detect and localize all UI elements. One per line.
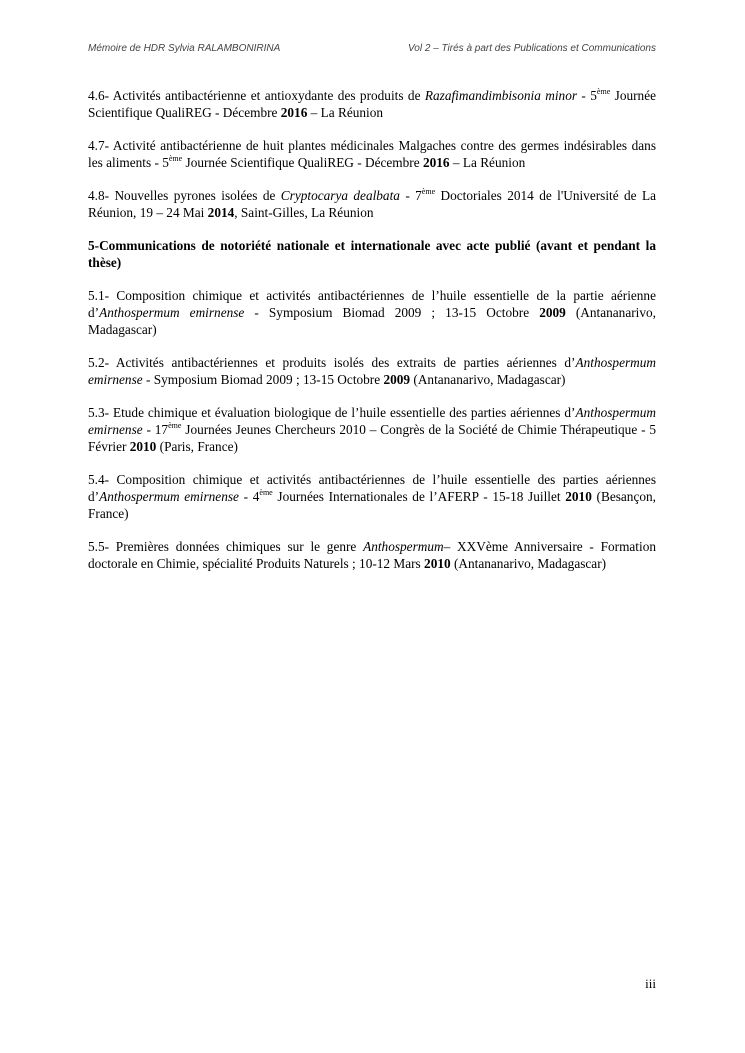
year: 2010: [424, 556, 451, 571]
entry-text: - Symposium Biomad 2009 ; 13-15 Octobre: [244, 305, 540, 320]
entry-text: 5.1- Composition chimique et activités antibactériennes de l’huile essentielle de la partie aérienne d’: [88, 288, 656, 320]
year: 2010: [565, 489, 592, 504]
species-name: Anthospermum emirnense: [88, 355, 656, 387]
year: 2016: [422, 155, 450, 170]
entry-text: (Besançon, France): [88, 489, 656, 521]
year: 2016: [280, 105, 308, 120]
entry-text: (Antananarivo, Madagascar): [410, 372, 566, 387]
entry-text: 4.7- Activité antibactérienne de huit plantes médicinales Malgaches contre des germes indésirables dans les aliments - 5: [88, 138, 656, 170]
entry-text: 4.6- Activités antibactérienne et antioxydante des produits de: [88, 88, 425, 103]
entry-text: Journées Internationales de l’AFERP - 15-18 Juillet: [272, 489, 566, 504]
entry-text: (Antananarivo, Madagascar): [88, 305, 656, 337]
entry-text: , Saint-Gilles, La Réunion: [234, 205, 374, 220]
ordinal-suffix: ème: [259, 488, 273, 497]
section-heading: [88, 237, 656, 271]
species-name: Anthospermum: [363, 539, 444, 554]
entry-text: (Paris, France): [156, 439, 238, 454]
ordinal-suffix: ème: [596, 87, 611, 96]
species-name: Anthospermum emirnense: [88, 405, 656, 437]
entry-text: - 4: [238, 489, 260, 504]
entry-text: Journées Jeunes Chercheurs 2010 – Congrès de la Société de Chimie Thérapeutique - 5 Février: [88, 422, 656, 454]
header-author: Mémoire de HDR Sylvia RALAMBONIRINA: [88, 43, 281, 54]
species-name: Anthospermum emirnense: [99, 489, 239, 504]
entry-text: 5.4- Composition chimique et activités antibactériennes de l’huile essentielle des parties aériennes d’: [88, 472, 656, 504]
year: 2009: [539, 305, 566, 320]
entry-text: Journée Scientifique QualiREG - Décembre: [88, 88, 657, 120]
communication-entry: [88, 187, 656, 221]
page-number: iii: [645, 976, 656, 991]
entry-text: 5-Communications de notoriété nationale et internationale avec acte publié (avant et pendant la thèse): [88, 238, 656, 270]
communication-entry: [88, 538, 656, 572]
entry-text: - 17: [142, 422, 169, 437]
communication-entry: [88, 137, 656, 171]
year: 2009: [383, 372, 411, 387]
entry-text: – La Réunion: [449, 155, 526, 170]
entry-text: 5.5- Premières données chimiques sur le genre: [88, 539, 364, 554]
ordinal-suffix: ème: [168, 421, 182, 430]
species-name: Anthospermum emirnense: [99, 305, 245, 320]
year: 2014: [207, 205, 235, 220]
header-volume: Vol 2 – Tirés à part des Publications et Communications: [408, 43, 656, 54]
year: 2010: [129, 439, 157, 454]
entry-text: - 7: [399, 188, 422, 203]
ordinal-suffix: ème: [421, 187, 436, 196]
entry-text: – La Réunion: [307, 105, 384, 120]
ordinal-suffix: ème: [168, 154, 183, 163]
entry-text: 5.3- Etude chimique et évaluation biologique de l’huile essentielle des parties aériennes d’: [88, 405, 576, 420]
communication-entry: [88, 287, 656, 338]
entry-text: 5.2- Activités antibactériennes et produits isolés des extraits de parties aériennes d’: [88, 355, 576, 370]
communications-list: [88, 87, 656, 588]
entry-text: Doctoriales 2014 de l'Université de La Réunion, 19 – 24 Mai: [88, 188, 656, 220]
communication-entry: [88, 404, 656, 455]
species-name: Razafimandimbisonia minor: [424, 88, 578, 103]
species-name: Cryptocarya dealbata: [280, 188, 400, 203]
communication-entry: [88, 471, 656, 522]
entry-text: - Symposium Biomad 2009 ; 13-15 Octobre: [142, 372, 384, 387]
communication-entry: [88, 87, 656, 121]
entry-text: Journée Scientifique QualiREG - Décembre: [182, 155, 423, 170]
entry-text: – XXVème Anniversaire - Formation doctorale en Chimie, spécialité Produits Naturels ; 10-12 Mars: [88, 539, 656, 571]
entry-text: 4.8- Nouvelles pyrones isolées de: [88, 188, 281, 203]
entry-text: (Antananarivo, Madagascar): [450, 556, 607, 571]
entry-text: - 5: [577, 88, 597, 103]
communication-entry: [88, 354, 656, 388]
